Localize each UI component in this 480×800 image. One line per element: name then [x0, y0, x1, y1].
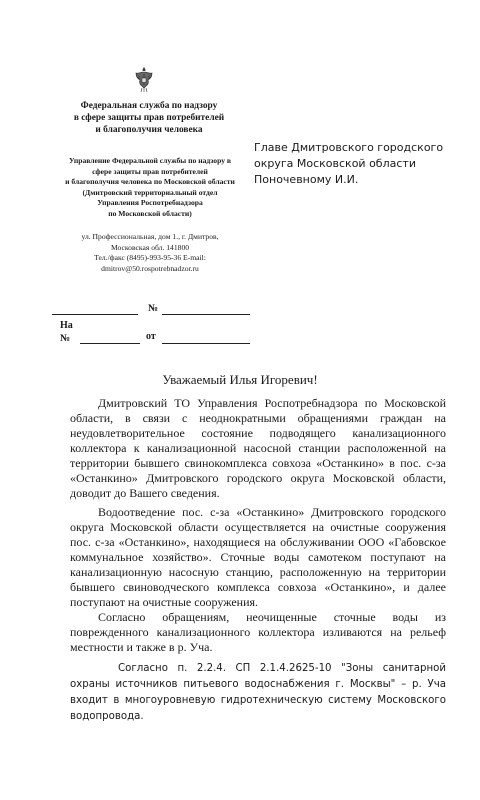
agency-title-line: в сфере защиты прав потребителей	[73, 113, 225, 123]
address-line: Тел./факс (8495)-993-95-36 E-mail:	[94, 253, 206, 262]
address-line: dmitrov@50.rospotrebnadzor.ru	[101, 263, 199, 273]
agency-title-line: Федеральная служба по надзору	[80, 101, 218, 111]
department-name	[52, 156, 248, 220]
department-line: сфере защиты прав потребителей	[92, 166, 208, 176]
on-label: На	[60, 320, 73, 331]
agency-title-line: и благополучия человека	[95, 125, 203, 135]
body-paragraph: Согласно п. 2.2.4. СП 2.1.4.2625-10 "Зоны санитарной охраны источников питьевого водоснабжения г. Москвы" – р. Уча входит в многоуровневую гидротехническую систему Московского водопровода.	[70, 663, 446, 722]
sender-address	[60, 232, 240, 274]
letter-body	[70, 396, 446, 725]
body-paragraph: Согласно обращениям, неочищенные сточные воды из поврежденного канализационного коллектора изливаются на рельеф местности и также в р. Уча.	[70, 610, 446, 654]
recipient-line: Поночевному И.И.	[254, 173, 359, 186]
address-line: ул. Профессиональная, дом 1., г. Дмитров,	[81, 232, 219, 241]
from-date-blank-line	[162, 343, 250, 344]
agency-title	[64, 100, 234, 136]
body-paragraph: Водоотведение пос. с-за «Останкино» Дмитровского городского округа Московской области осуществляется на очистные сооружения пос. с-за «Останкино», находящиеся на обслуживании ООО «Габовское коммунальное хозяйство». Сточные воды самотеком поступают на канализационную насосную станцию, расположенную на территории бывшего свиноводческого комплекса совхоза «Останкино», и далее поступают на очистные сооружения.	[70, 505, 446, 609]
recipient-line: округа Московской области	[254, 157, 416, 170]
salutation: Уважаемый Илья Игоревич!	[162, 372, 318, 387]
on-number-blank-line	[80, 343, 140, 344]
on-number-sign: №	[60, 333, 71, 344]
date-blank-line	[52, 314, 138, 315]
recipient-block	[254, 140, 464, 188]
department-line: Управления Роспотребнадзора	[97, 198, 203, 208]
coat-of-arms-icon	[134, 66, 154, 94]
number-blank-line	[162, 314, 250, 315]
address-line: Московская обл. 141800	[110, 242, 190, 252]
department-line: по Московской области)	[108, 208, 192, 218]
body-paragraph: Дмитровский ТО Управления Роспотребнадзора по Московской области, в связи с неоднократными обращениями граждан на неудовлетворительное состояние подводящего канализационного коллектора к канализационной насосной станции расположенной на территории бывшего свинокомплекса совхоза «Останкино» в пос. с-за «Останкино» Дмитровского городского округа Московской области, доводит до Вашего сведения.	[70, 396, 446, 500]
from-label: от	[146, 331, 156, 342]
number-sign: №	[148, 303, 159, 314]
department-line: Управление Федеральной службы по надзору в	[68, 156, 232, 165]
recipient-line: Главе Дмитровского городского	[254, 141, 444, 154]
department-line: (Дмитровский территориальный отдел	[82, 187, 218, 197]
department-line: и благополучия человека по Московской области	[65, 177, 235, 187]
